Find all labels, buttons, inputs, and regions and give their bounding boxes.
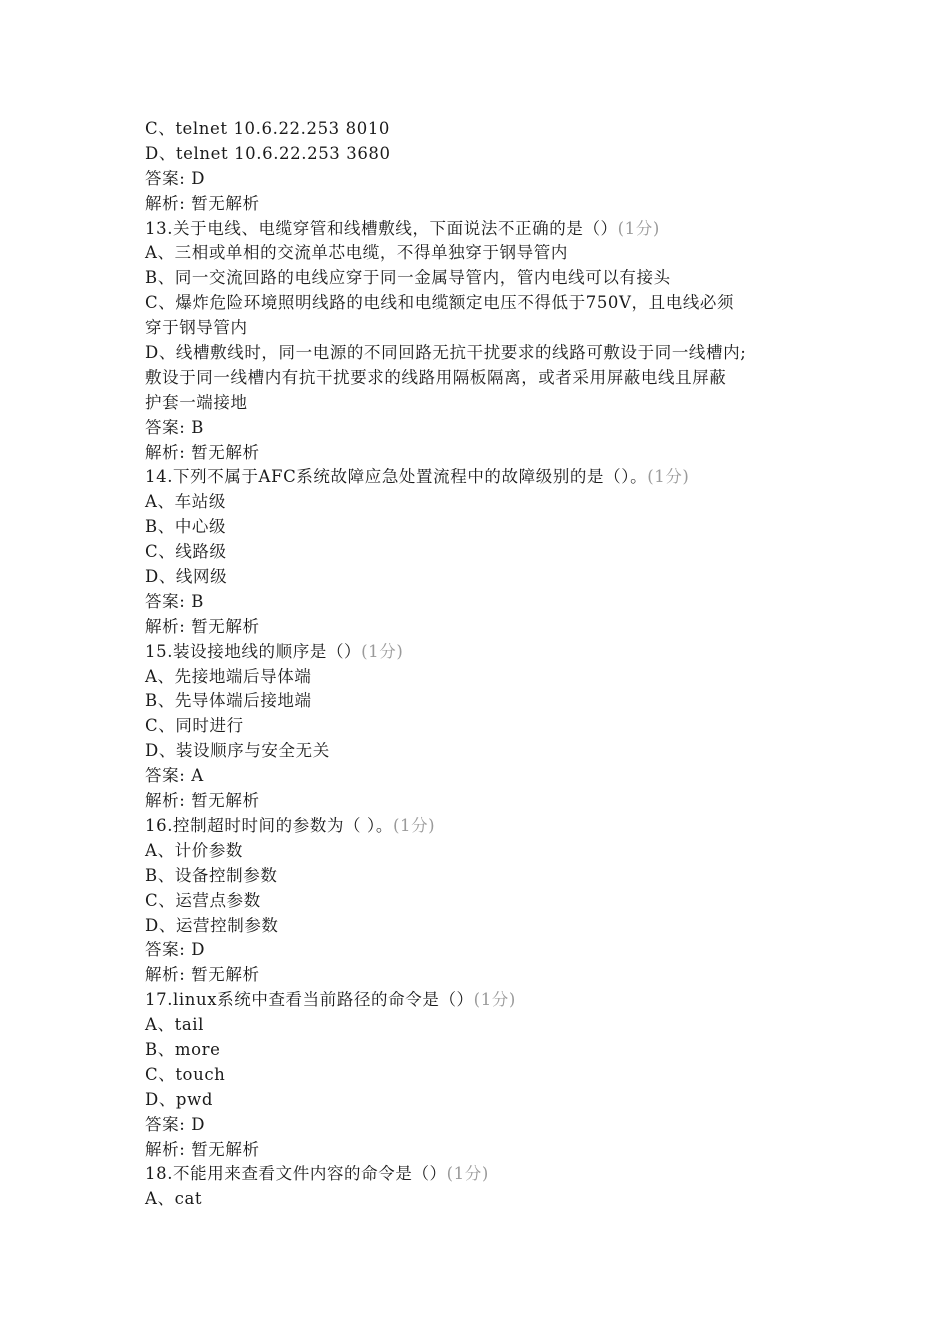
question-block — [145, 117, 825, 217]
answer-option: C、线路级 — [145, 542, 227, 562]
question-stem — [145, 640, 825, 665]
answer-option: B、先导体端后接地端 — [145, 691, 312, 711]
answer-option: B、中心级 — [145, 517, 227, 537]
answer-option: C、爆炸危险环境照明线路的电线和电缆额定电压不得低于750V，且电线必须 — [145, 293, 735, 313]
answer-analysis: 解析: 暂无解析 — [145, 193, 260, 213]
question-block — [145, 1162, 825, 1212]
answer-analysis: 解析: 暂无解析 — [145, 1139, 260, 1159]
answer-option: A、三相或单相的交流单芯电缆，不得单独穿于钢导管内 — [145, 243, 568, 263]
answer-option: C、telnet 10.6.22.253 8010 — [145, 119, 391, 138]
question-block — [145, 814, 825, 988]
answer-option: 敷设于同一线槽内有抗干扰要求的线路用隔板隔离，或者采用屏蔽电线且屏蔽 — [145, 367, 727, 387]
question-list — [145, 117, 825, 1212]
answer-option: A、tail — [145, 1015, 205, 1035]
question-block — [145, 465, 825, 639]
question-block — [145, 988, 825, 1162]
answer-analysis: 解析: 暂无解析 — [145, 616, 260, 636]
answer-option: D、运营控制参数 — [145, 915, 279, 935]
answer-option: A、计价参数 — [145, 840, 244, 860]
answer-option: C、touch — [145, 1064, 226, 1084]
answer-option: D、telnet 10.6.22.253 3680 — [145, 143, 391, 163]
question-block — [145, 217, 825, 466]
question-block — [145, 640, 825, 814]
question-text: 15.装设接地线的顺序是（） — [145, 641, 362, 661]
question-score: (1分) — [392, 815, 436, 835]
answer-analysis: 解析: 暂无解析 — [145, 791, 260, 811]
answer-option: 穿于钢导管内 — [145, 318, 248, 338]
answer-option: D、装设顺序与安全无关 — [145, 741, 330, 761]
answer-analysis: 解析: 暂无解析 — [145, 442, 260, 462]
correct-answer: 答案: D — [145, 1114, 206, 1134]
correct-answer: 答案: B — [145, 417, 204, 437]
correct-answer: 答案: D — [145, 168, 206, 188]
question-score: (1分) — [473, 990, 516, 1010]
answer-option: D、线网级 — [145, 567, 228, 587]
question-stem — [145, 217, 825, 242]
question-score: (1分) — [647, 467, 690, 487]
question-stem — [145, 465, 825, 490]
correct-answer: 答案: D — [145, 940, 206, 960]
answer-option: D、线槽敷线时，同一电源的不同回路无抗干扰要求的线路可敷设于同一线槽内; — [145, 343, 747, 363]
answer-option: A、cat — [145, 1189, 203, 1209]
answer-option: B、同一交流回路的电线应穿于同一金属导管内，管内电线可以有接头 — [145, 268, 671, 288]
answer-option: B、设备控制参数 — [145, 865, 278, 885]
answer-analysis: 解析: 暂无解析 — [145, 965, 260, 985]
answer-option: C、运营点参数 — [145, 890, 261, 910]
question-stem — [145, 814, 825, 839]
question-text: 13.关于电线、电缆穿管和线槽敷线，下面说法不正确的是（） — [145, 218, 618, 238]
answer-option: A、先接地端后导体端 — [145, 666, 312, 686]
answer-option: A、车站级 — [145, 492, 226, 512]
question-text: 17.linux系统中查看当前路径的命令是（） — [145, 990, 474, 1010]
question-text: 18.不能用来查看文件内容的命令是（） — [145, 1164, 447, 1184]
answer-option: 护套一端接地 — [145, 392, 248, 412]
answer-option: D、pwd — [145, 1089, 213, 1109]
correct-answer: 答案: A — [145, 766, 204, 786]
question-text: 16.控制超时时间的参数为（ ）。 — [145, 815, 393, 835]
question-score: (1分) — [617, 218, 660, 238]
answer-option: B、more — [145, 1039, 221, 1059]
question-stem — [145, 1162, 825, 1187]
question-score: (1分) — [446, 1164, 489, 1184]
correct-answer: 答案: B — [145, 591, 204, 611]
question-stem — [145, 988, 825, 1013]
answer-option: C、同时进行 — [145, 716, 244, 736]
question-text: 14.下列不属于AFC系统故障应急处置流程中的故障级别的是（）。 — [145, 467, 648, 487]
question-score: (1分) — [361, 641, 404, 661]
